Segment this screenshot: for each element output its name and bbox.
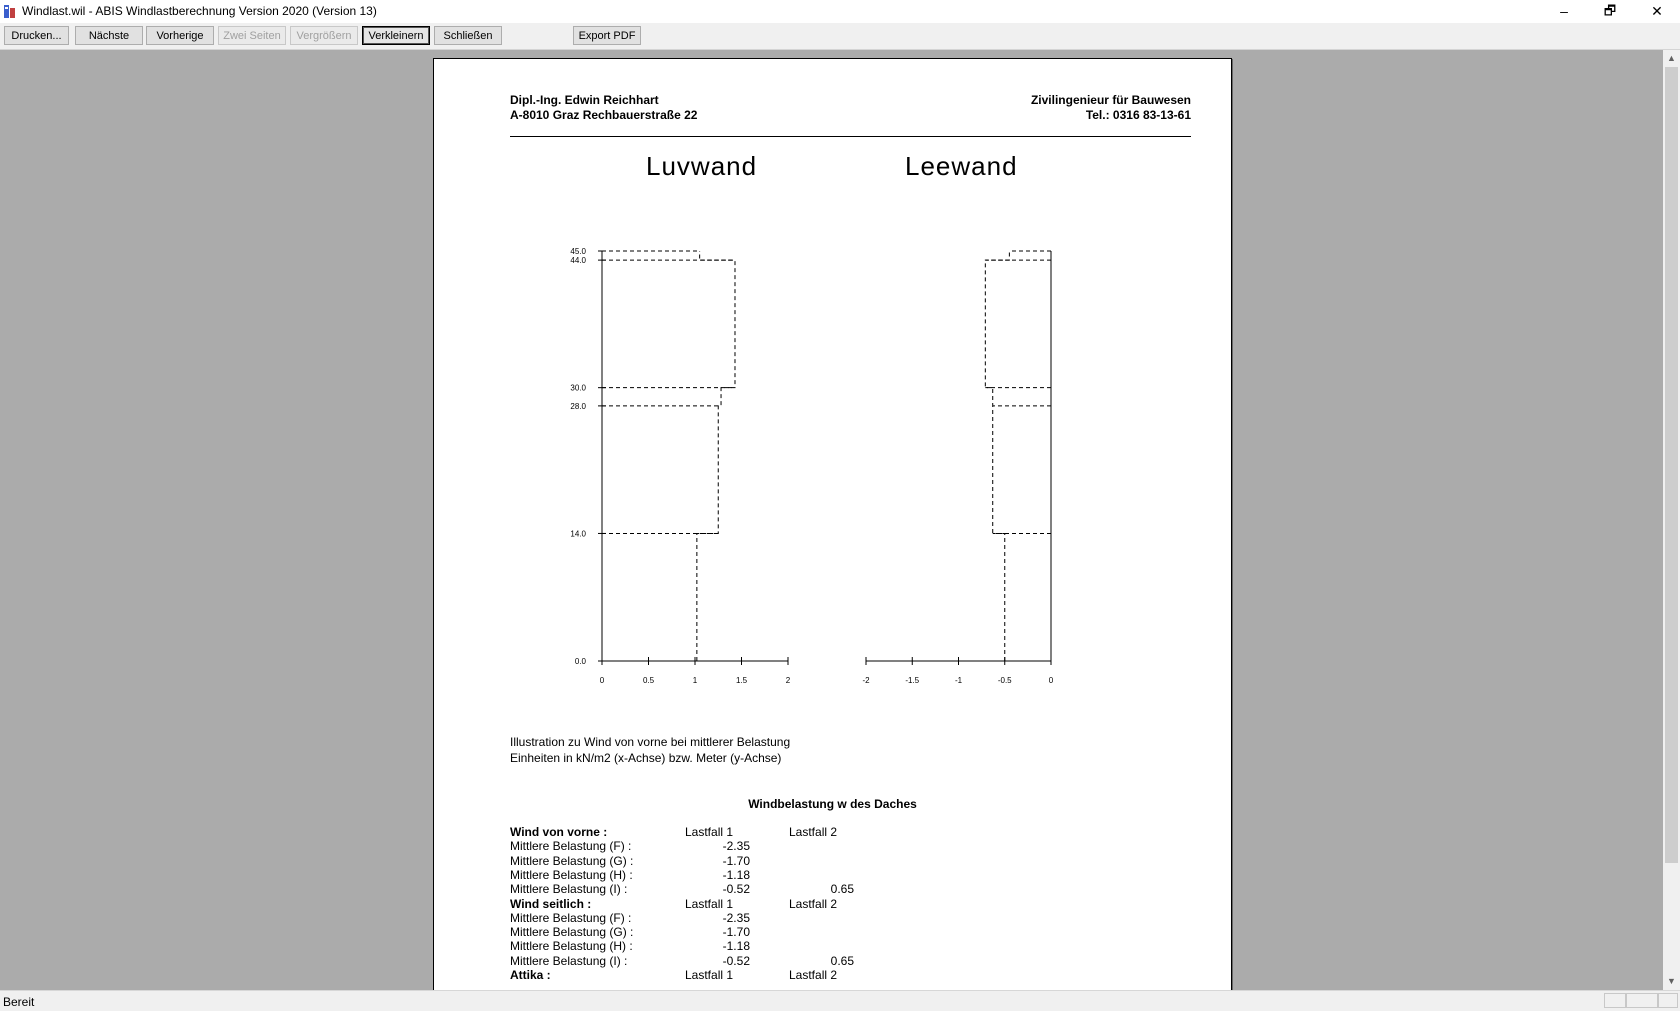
chart-0-x-tick-label: 1: [692, 676, 698, 685]
status-pane-3: [1658, 993, 1678, 1008]
print-preview-area[interactable]: [0, 50, 1663, 990]
window-title: Windlast.wil - ABIS Windlastberechnung Version 2020 (Version 13): [22, 4, 377, 18]
chart-0-x-tick-label: 1.5: [735, 676, 748, 685]
table-row: [510, 925, 870, 940]
vertical-scrollbar[interactable]: [1663, 50, 1680, 990]
chart-0-y-tick-label: 30.0: [570, 383, 586, 393]
chart-1-x-tick-label: -2: [862, 676, 870, 685]
print-button[interactable]: Drucken...: [4, 26, 69, 45]
row-label: Mittlere Belastung (H) :: [510, 867, 633, 882]
header-divider: [510, 136, 1191, 137]
section-heading: Wind seitlich :: [510, 896, 592, 911]
scroll-up-icon[interactable]: ▲: [1667, 53, 1676, 63]
column-lastfall-1: Lastfall 1: [685, 896, 734, 911]
table-section-header: [510, 897, 870, 912]
chart-0-y-tick-label: 0.0: [574, 657, 586, 666]
table-row: [510, 882, 870, 897]
row-value-lastfall-2: 0.65: [830, 882, 854, 897]
row-label: Mittlere Belastung (I) :: [510, 953, 628, 968]
minimize-button[interactable]: –: [1560, 3, 1568, 19]
caption-units: Einheiten in kN/m2 (x-Achse) bzw. Meter (y-Achse): [510, 751, 782, 765]
chart-0-y-tick-label: 28.0: [570, 401, 586, 411]
next-page-button[interactable]: Nächste: [75, 26, 143, 45]
scroll-thumb[interactable]: [1665, 67, 1678, 863]
export-pdf-button[interactable]: Export PDF: [573, 26, 641, 45]
app-icon: [3, 4, 17, 19]
caption-illustration: Illustration zu Wind von vorne bei mittlerer Belastung: [510, 735, 791, 749]
close-preview-button[interactable]: Schließen: [434, 26, 502, 45]
leewand-title: Leewand: [905, 151, 1018, 181]
table-row: [510, 954, 870, 969]
table-row: [510, 854, 870, 869]
chart-1-x-tick-label: -1: [954, 676, 963, 685]
row-label: Mittlere Belastung (G) :: [510, 853, 634, 868]
status-pane-2: [1626, 993, 1658, 1008]
section-heading: Attika :: [510, 968, 551, 982]
row-label: Mittlere Belastung (G) :: [510, 925, 634, 940]
maximize-button[interactable]: 🗗: [1603, 3, 1617, 18]
column-lastfall-1: Lastfall 1: [685, 968, 734, 982]
luvwand-title: Luvwand: [646, 151, 758, 181]
row-label: Mittlere Belastung (H) :: [510, 939, 633, 954]
table-row: [510, 839, 870, 854]
row-value-lastfall-1: -0.52: [722, 953, 750, 968]
row-value-lastfall-1: -2.35: [722, 839, 750, 854]
table-title: Windbelastung w des Daches: [748, 797, 917, 811]
row-value-lastfall-1: -1.18: [722, 939, 750, 954]
header-address: A-8010 Graz Rechbauerstraße 22: [510, 108, 698, 122]
table-section-header: [510, 968, 870, 983]
toolbar: [0, 23, 1680, 50]
chart-0-y-tick-label: 14.0: [570, 529, 586, 539]
chart-0-pressure-profile: [697, 251, 735, 661]
header-profession: Zivilingenieur für Bauwesen: [1030, 93, 1191, 107]
column-lastfall-2: Lastfall 2: [789, 968, 838, 982]
header-phone: Tel.: 0316 83-13-61: [1085, 108, 1191, 122]
chart-1-x-tick-label: -0.5: [997, 676, 1012, 685]
column-lastfall-1: Lastfall 1: [685, 825, 734, 839]
close-button[interactable]: ✕: [1651, 3, 1663, 19]
row-value-lastfall-1: -1.70: [722, 853, 750, 868]
row-value-lastfall-1: -1.18: [722, 867, 750, 882]
table-row: [510, 911, 870, 926]
chart-1-x-tick-label: 0: [1048, 676, 1054, 685]
row-label: Mittlere Belastung (F) :: [510, 839, 632, 854]
chart-1-x-tick-label: -1.5: [905, 676, 920, 685]
two-pages-button[interactable]: Zwei Seiten: [218, 26, 286, 45]
table-section-header: [510, 825, 870, 840]
row-value-lastfall-1: -0.52: [722, 882, 750, 897]
column-lastfall-2: Lastfall 2: [789, 896, 838, 911]
row-value-lastfall-1: -1.70: [722, 925, 750, 940]
chart-1-pressure-profile: [985, 251, 1009, 661]
chart-0-y-tick-label: 45.0: [570, 247, 586, 256]
chart-0-y-tick-label: 44.0: [570, 256, 586, 266]
column-lastfall-2: Lastfall 2: [789, 825, 838, 839]
section-heading: Wind von vorne :: [510, 825, 608, 839]
row-value-lastfall-1: -2.35: [722, 910, 750, 925]
table-row: [510, 868, 870, 883]
row-label: Mittlere Belastung (F) :: [510, 910, 632, 925]
scroll-down-icon[interactable]: ▼: [1667, 976, 1676, 986]
row-value-lastfall-2: 0.65: [830, 953, 854, 968]
chart-0-x-tick-label: 0.5: [642, 676, 655, 685]
zoom-in-button[interactable]: Vergrößern: [290, 26, 358, 45]
row-label: Mittlere Belastung (I) :: [510, 882, 628, 897]
status-pane-1: [1604, 993, 1626, 1008]
status-bar: [0, 990, 1680, 1011]
status-text: Bereit: [3, 995, 35, 1009]
table-row: [510, 939, 870, 954]
zoom-out-button[interactable]: Verkleinern: [362, 26, 430, 45]
chart-0-x-tick-label: 0: [599, 676, 605, 685]
preview-page: [433, 58, 1232, 990]
previous-page-button[interactable]: Vorherige: [146, 26, 214, 45]
title-bar: [0, 0, 1680, 23]
header-name: Dipl.-Ing. Edwin Reichhart: [510, 93, 659, 107]
wind-charts: [434, 189, 1231, 709]
chart-0-x-tick-label: 2: [785, 676, 791, 685]
